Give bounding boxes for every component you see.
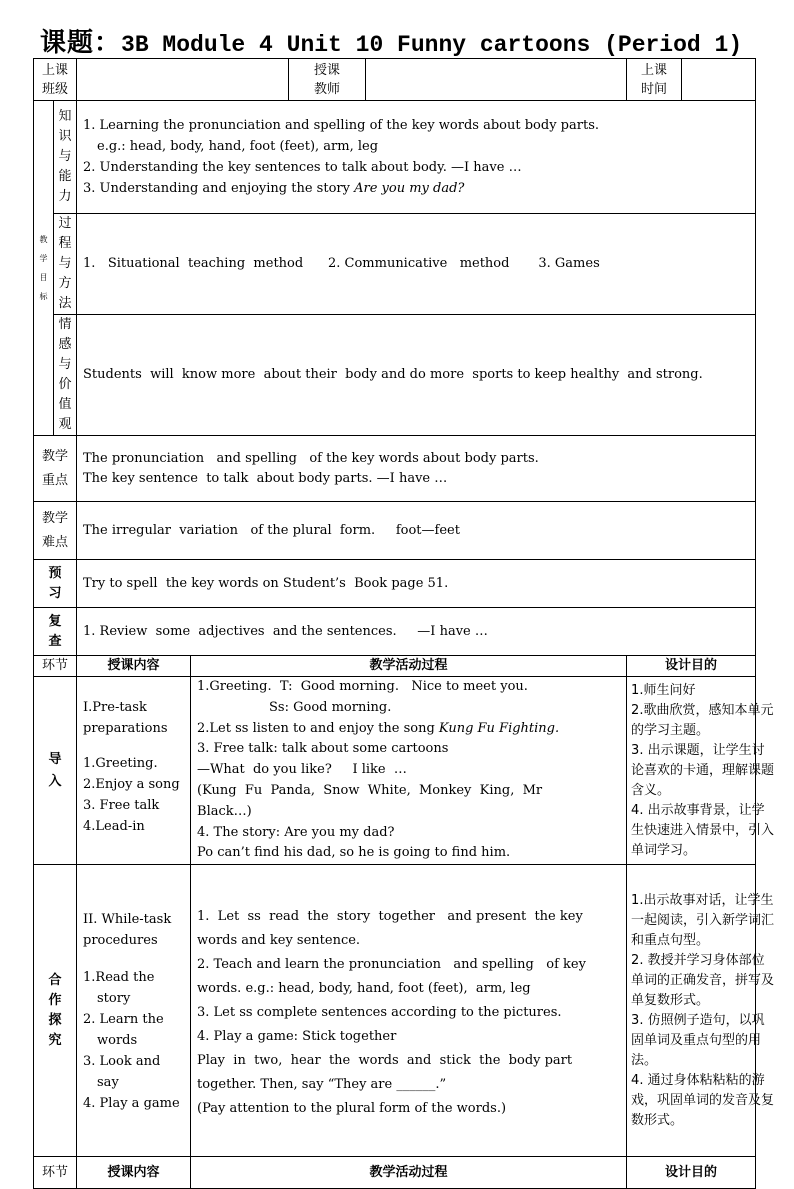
objectives-label: 教 学 目 标	[34, 101, 54, 436]
activity-header-row	[34, 656, 756, 677]
objectives-process-row	[34, 214, 756, 315]
emotion-objectives: Students will know more about their body and do more sports to keep healthy and strong.	[77, 315, 756, 436]
page-title	[40, 22, 742, 56]
cooperation-label: 合 作 探 究	[34, 865, 77, 1157]
cooperation-row	[34, 865, 756, 1157]
lesson-plan-table	[33, 58, 775, 1189]
key-points-row	[34, 436, 756, 502]
footer-process-header: 教学活动过程	[191, 1157, 627, 1189]
preview-text: Try to spell the key words on Student’s Book page 51.	[77, 560, 756, 608]
process-header: 教学活动过程	[191, 656, 627, 677]
difficult-points: The irregular variation of the plural form. foot—feet	[77, 502, 756, 560]
warm-up-process: 1.Greeting. T: Good morning. Nice to meet you. Ss: Good morning. 2.Let ss listen to and enjoy the song Kung Fu Fighting. 3. Free talk: talk about some cartoons —What do you like? I like … (Kung Fu Panda, Snow White, Monkey King, Mr Black…) 4. The story: Are you my dad? Po can’t find his dad, so he is going to find him.	[191, 677, 627, 865]
footer-content-header: 授课内容	[77, 1157, 191, 1189]
cooperation-process: 1. Let ss read the story together and present the key words and key sentence. 2. Teach and learn the pronunciation and spelling of key words. e.g.: head, body, hand, foot (feet), arm, leg 3. Let ss complete sentences according to the pictures. 4. Play a game: Stick together Play in two, hear the words and stick the body part together. Then, say “They are ______.” (Pay attention to the plural form of the words.)	[191, 865, 627, 1157]
footer-step-header: 环节	[34, 1157, 77, 1189]
warm-up-row	[34, 677, 756, 865]
review-row	[34, 608, 756, 656]
objectives-emotion-row	[34, 315, 756, 436]
process-objectives: 1. Situational teaching method 2. Communicative method 3. Games	[77, 214, 756, 315]
difficult-points-label: 教学 难点	[34, 502, 77, 560]
purpose-header: 设计目的	[627, 656, 756, 677]
warm-up-purpose: 1.师生问好 2.歌曲欣赏，感知本单元 的学习主题。 3. 出示课题，让学生讨 论喜欢的卡通，理解课题 含义。 4. 出示故事背景，让学 生快速进入情景中，引入 单词学习。	[627, 677, 756, 865]
time-label: 上课 时间	[627, 59, 682, 101]
review-text: 1. Review some adjectives and the sentences. —I have …	[77, 608, 756, 656]
emotion-label: 情 感 与 价 值 观	[54, 315, 77, 436]
knowledge-objectives: 1. Learning the pronunciation and spelling of the key words about body parts. e.g.: head, body, hand, foot (feet), arm, leg 2. Understanding the key sentences to talk about body. —I have … 3. Understanding and enjoying the story Are you my dad?	[77, 101, 756, 214]
footer-header-row	[34, 1157, 756, 1189]
warm-up-content: I.Pre-task preparations 1.Greeting. 2.Enjoy a song 3. Free talk 4.Lead-in	[77, 677, 191, 865]
preview-row	[34, 560, 756, 608]
cooperation-purpose: 1.出示故事对话，让学生 一起阅读，引入新学词汇 和重点句型。 2. 教授并学习身体部位 单词的正确发音，拼写及 单复数形式。 3. 仿照例子造句，以巩 固单词及重点句型的用 法。 4. 通过身体粘粘粘的游 戏，巩固单词的发音及复 数形式。	[627, 865, 756, 1157]
class-value[interactable]	[77, 59, 289, 101]
title-text: 3B Module 4 Unit 10 Funny cartoons (Period 1)	[121, 32, 743, 58]
content-header: 授课内容	[77, 656, 191, 677]
time-value[interactable]	[682, 59, 756, 101]
key-points-label: 教学 重点	[34, 436, 77, 502]
header-info-row	[34, 59, 756, 101]
preview-label: 预 习	[34, 560, 77, 608]
process-label: 过 程 与 方 法	[54, 214, 77, 315]
story-title: Are you my dad?	[354, 181, 465, 196]
cooperation-content: II. While-task procedures 1.Read the story 2. Learn the words 3. Look and say 4. Play a game	[77, 865, 191, 1157]
song-title: Kung Fu Fighting.	[438, 720, 560, 736]
knowledge-label: 知 识 与 能 力	[54, 101, 77, 214]
step-header: 环节	[34, 656, 77, 677]
warm-up-label: 导 入	[34, 677, 77, 865]
objectives-knowledge-row	[34, 101, 756, 214]
key-points: The pronunciation and spelling of the key words about body parts. The key sentence to talk about body parts. —I have …	[77, 436, 756, 502]
teacher-value[interactable]	[366, 59, 627, 101]
teacher-label: 授课 教师	[289, 59, 366, 101]
review-label: 复 查	[34, 608, 77, 656]
difficult-points-row	[34, 502, 756, 560]
class-label: 上课 班级	[34, 59, 77, 101]
title-prefix: 课题：	[40, 28, 122, 58]
footer-purpose-header: 设计目的	[627, 1157, 756, 1189]
